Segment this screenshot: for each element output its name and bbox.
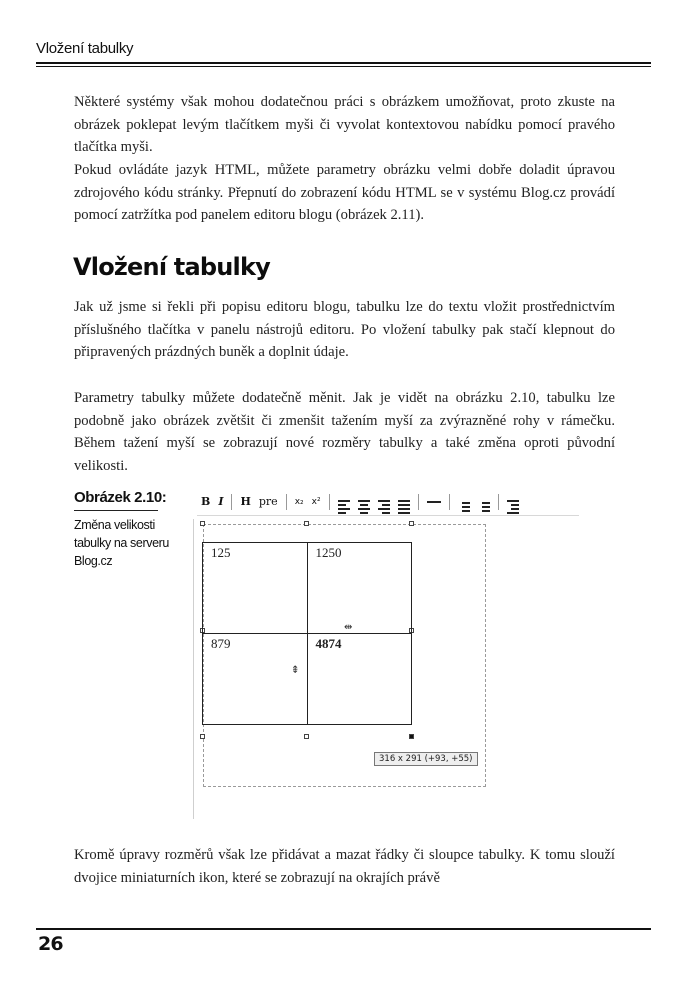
table-cell[interactable]: 879 [203,634,308,725]
section-title: Vložení tabulky [73,253,270,281]
screenshot-edge [193,519,194,819]
superscript-button[interactable]: x² [311,497,321,507]
table-row [203,543,412,634]
paragraph-table-params: Parametry tabulky můžete dodatečně měnit. Jak je vidět na obrázku 2.10, tabulku lze podobně jako obrázek zvětšit či zmenšit tažením myší za zvýrazněné rohy v rámečku. Během tažení myší se zobrazují nové rozměry tabulky a také změna oproti původní velikosti. [74,390,615,474]
paragraph-html-source: Pokud ovládáte jazyk HTML, můžete parametry obrázku velmi dobře doladit úpravou zdrojového kódu stránky. Přepnutí do zobrazení kódu HTML se v systému Blog.cz provádí pomocí zatržítka pod panelem editoru blogu (obrázek 2.11). [74,162,615,223]
resize-handle-top-right[interactable] [409,521,414,526]
table-row [203,634,412,725]
column-resize-icon[interactable]: ⇹ [344,622,353,633]
align-center-icon[interactable] [354,490,374,514]
size-readout-tooltip: 316 x 291 (+93, +55) [374,752,478,766]
toolbar-separator [418,494,419,510]
figure-label: Obrázek 2.10: [74,489,167,506]
toolbar-separator [329,494,330,510]
table-cell[interactable]: 125 [203,543,308,634]
figure-label-rule [74,510,158,511]
italic-button[interactable]: I [218,495,224,508]
resize-handle-top-center[interactable] [304,521,309,526]
editor-toolbar [197,489,579,516]
numbered-list-icon[interactable] [454,492,474,512]
toolbar-separator [449,494,450,510]
paragraph-rows-columns: Kromě úpravy rozměrů však lze přidávat a mazat řádky či sloupce tabulky. K tomu slouží dvojice miniaturních ikon, které se zobrazují na okrajích právě [74,847,615,886]
resize-handle-bottom-center[interactable] [304,734,309,739]
paragraph-context-menu: Některé systémy však mohou dodatečnou práci s obrázkem umožňovat, proto zkuste na obrázek poklepat levým tlačítkem myši či vyvolat kontextovou nabídku pomocí pravého tlačítka myši. [74,94,615,155]
page-number: 26 [38,933,63,955]
table-cell[interactable]: 4874 [307,634,412,725]
preformatted-button[interactable]: pre [258,495,278,508]
footer-rule [36,928,651,930]
paragraph-insert-table: Jak už jsme si řekli při popisu editoru blogu, tabulku lze do textu vložit prostřednictvím příslušného tlačítka v panelu nástrojů editoru. Po vložení tabulky pak stačí klepnout do připravených prázdných buněk a doplnit údaje. [74,299,615,360]
subscript-button[interactable]: x₂ [294,497,304,507]
header-rule-thin [36,66,651,67]
align-justify-icon[interactable] [394,490,414,514]
running-header-title: Vložení tabulky [36,40,134,57]
horizontal-rule-icon[interactable] [423,493,445,511]
resize-handle-bottom-left[interactable] [200,734,205,739]
toolbar-separator [286,494,287,510]
table-cell[interactable]: 1250 [307,543,412,634]
align-left-icon[interactable] [334,490,354,514]
toolbar-separator [231,494,232,510]
bold-button[interactable]: B [201,495,211,508]
indent-icon[interactable] [503,490,523,514]
heading-button[interactable]: H [240,495,251,508]
bullet-list-icon[interactable] [474,492,494,512]
editor-screenshot [193,489,583,819]
align-right-icon[interactable] [374,490,394,514]
header-rule [36,62,651,64]
row-resize-icon[interactable]: ⇹ [289,665,300,674]
resize-handle-bottom-right[interactable] [409,734,414,739]
figure-caption: Změna velikosti tabulky na serveru Blog.cz [74,518,169,568]
resize-handle-top-left[interactable] [200,521,205,526]
toolbar-separator [498,494,499,510]
editor-table[interactable] [202,542,412,725]
